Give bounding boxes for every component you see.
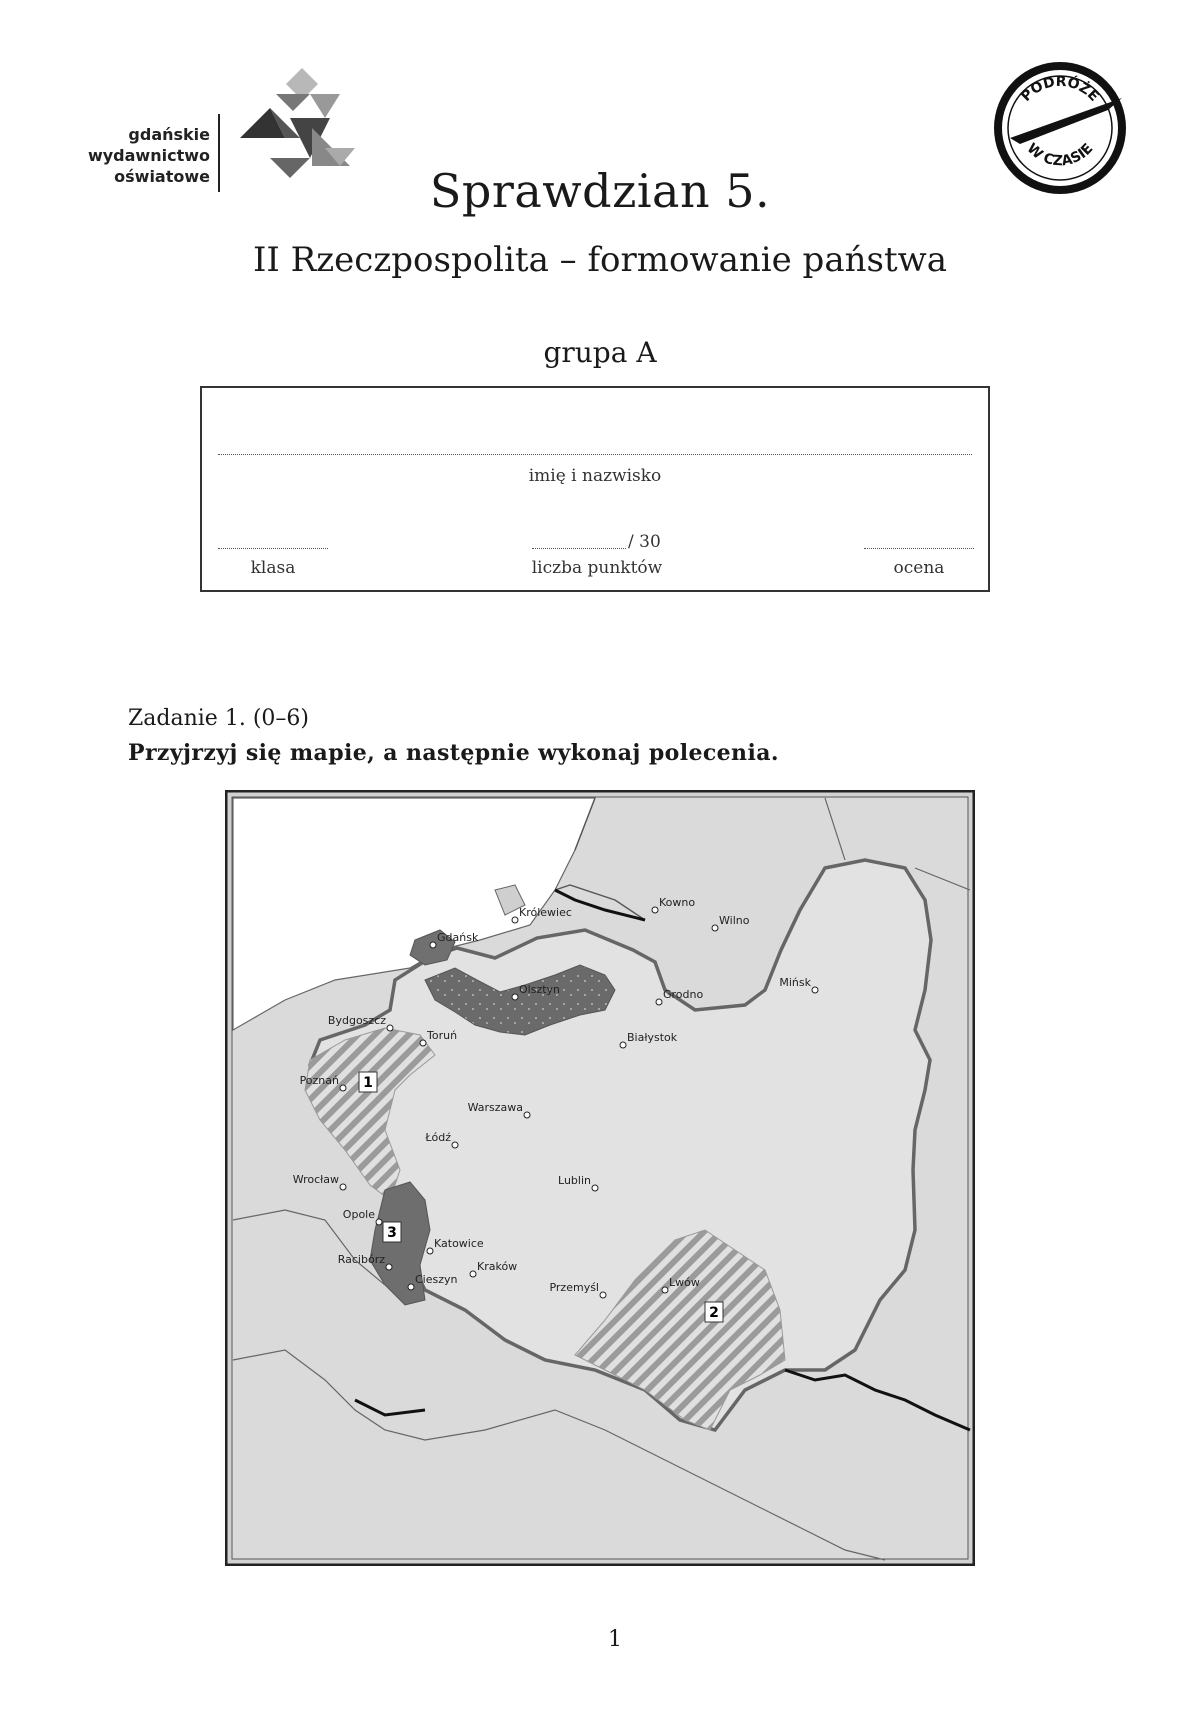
city-label: Łódź [425, 1131, 451, 1144]
city-dot [340, 1085, 346, 1091]
city-dot [620, 1042, 626, 1048]
svg-text:2: 2 [709, 1305, 719, 1321]
class-field-line[interactable] [218, 548, 328, 549]
city-label: Przemyśl [549, 1281, 599, 1294]
city-label: Lwów [669, 1276, 700, 1289]
page-subtitle: II Rzeczpospolita – formowanie państwa [253, 240, 947, 280]
city-dot [512, 994, 518, 1000]
region-label-3 [383, 1222, 401, 1242]
city-label: Grodno [663, 988, 704, 1001]
logo-line: oświatowe [114, 167, 210, 186]
city-dot [408, 1284, 414, 1290]
city-dot [420, 1040, 426, 1046]
city-label: Toruń [427, 1029, 458, 1042]
city-label: Cieszyn [415, 1273, 458, 1286]
class-label: klasa [250, 558, 296, 578]
city-dot [656, 999, 662, 1005]
task-heading [128, 706, 309, 731]
city-dot [512, 917, 518, 923]
city-dot [340, 1184, 346, 1190]
city-label: Gdańsk [437, 931, 479, 944]
city-label: Kraków [477, 1260, 518, 1273]
points-field-line[interactable] [532, 548, 626, 549]
city-label: Katowice [434, 1237, 484, 1250]
logo-line: wydawnictwo [87, 146, 210, 165]
city-label: Olsztyn [519, 983, 561, 996]
group-label: grupa A [543, 336, 657, 369]
city-dot [592, 1185, 598, 1191]
stamp-top-text: PODRÓŻE [1018, 73, 1102, 105]
name-label: imię i nazwisko [528, 466, 662, 486]
city-dot [524, 1112, 530, 1118]
city-dot [387, 1025, 393, 1031]
grade-field-line[interactable] [864, 548, 974, 549]
city-label: Poznań [299, 1074, 339, 1087]
city-label: Opole [342, 1208, 375, 1221]
name-field-line[interactable] [218, 454, 972, 455]
city-label: Warszawa [467, 1101, 523, 1114]
city-label: Lublin [558, 1174, 591, 1187]
city-dot [452, 1142, 458, 1148]
region-label-2 [705, 1302, 723, 1322]
poland-map [225, 790, 975, 1566]
logo-line: gdańskie [128, 125, 210, 144]
city-dot [712, 925, 718, 931]
city-dot [662, 1287, 668, 1293]
task-number: Zadanie 1. [128, 706, 246, 731]
page-number: 1 [608, 1627, 622, 1652]
svg-text:1: 1 [363, 1075, 373, 1091]
city-dot [600, 1292, 606, 1298]
points-label: liczba punktów [531, 558, 663, 578]
svg-text:3: 3 [387, 1225, 397, 1241]
task-points: (0–6) [252, 706, 309, 731]
city-label: Mińsk [779, 976, 811, 989]
city-label: Kowno [659, 896, 696, 909]
stamp-bottom-text: W CZASIE [1023, 140, 1097, 170]
city-dot [812, 987, 818, 993]
city-dot [470, 1271, 476, 1277]
city-dot [386, 1264, 392, 1270]
city-label: Wilno [719, 914, 750, 927]
city-label: Bydgoszcz [327, 1014, 386, 1027]
city-label: Białystok [627, 1031, 678, 1044]
student-info-box [200, 386, 990, 592]
city-dot [427, 1248, 433, 1254]
city-dot [430, 942, 436, 948]
page-title: Sprawdzian 5. [429, 164, 771, 218]
city-dot [376, 1219, 382, 1225]
city-label: Racibórz [337, 1253, 385, 1266]
region-label-1 [359, 1072, 377, 1092]
task-command: Przyjrzyj się mapie, a następnie wykonaj polecenia. [128, 740, 779, 766]
city-dot [652, 907, 658, 913]
points-max: / 30 [628, 532, 661, 552]
grade-label: ocena [893, 558, 945, 578]
city-label: Królewiec [519, 906, 572, 919]
quill-icon [1010, 98, 1122, 144]
city-label: Wrocław [292, 1173, 339, 1186]
